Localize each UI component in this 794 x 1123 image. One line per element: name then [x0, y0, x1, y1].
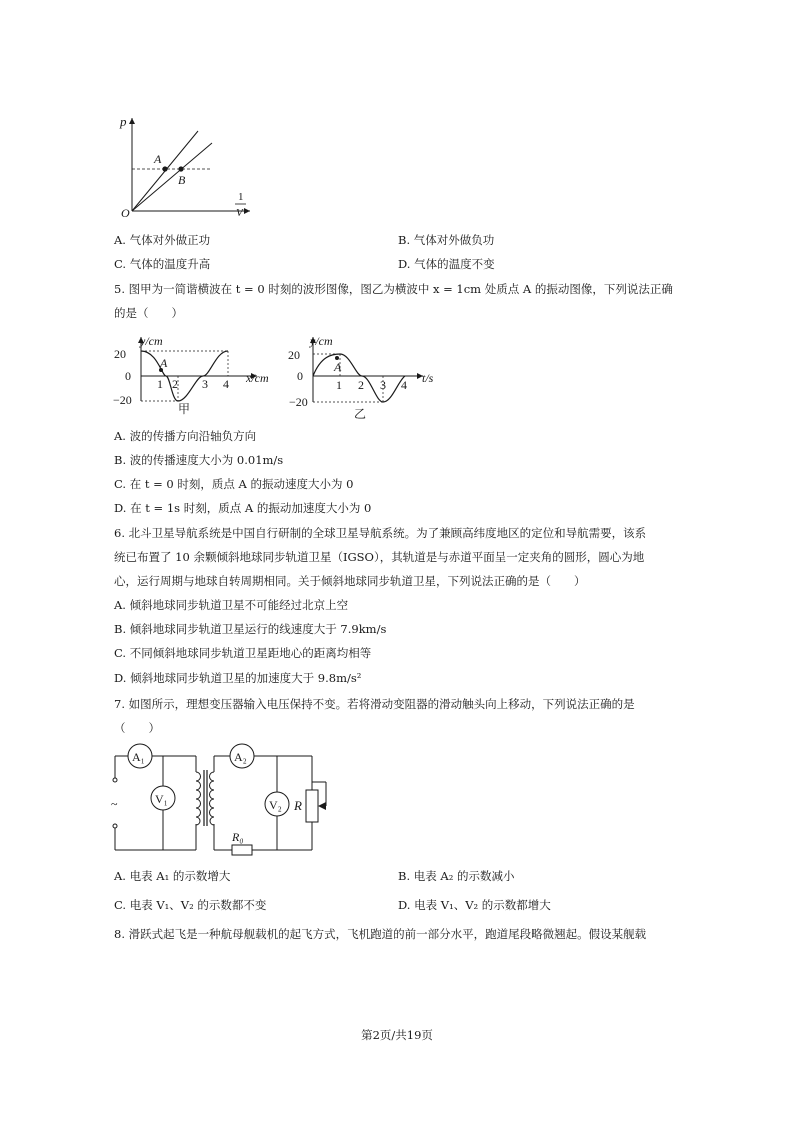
origin-label: O [121, 206, 130, 220]
q6-stem-line3: 心，运行周期与地球自转周期相同。关于倾斜地球同步轨道卫星，下列说法正确的是（ ） [114, 574, 586, 588]
q5-option-d: D. 在 t = 1s 时刻，质点 A 的振动加速度大小为 0 [114, 501, 372, 515]
rheostat-r [306, 790, 318, 822]
q5-option-c: C. 在 t = 0 时刻，质点 A 的振动速度大小为 0 [114, 477, 354, 491]
q7-stem-line2: （ ） [114, 721, 160, 735]
jia-a-label: A [160, 356, 168, 370]
q6-stem-line1: 6. 北斗卫星导航系统是中国自行研制的全球卫星导航系统。为了兼顾高纬度地区的定位和导航需要，该系 [114, 526, 647, 540]
q8-stem-line1: 8. 滑跃式起飞是一种航母舰载机的起飞方式，飞机跑道的前一部分水平，跑道尾段略微翘起。假设某舰载 [114, 927, 647, 941]
yi-tick-2: 2 [358, 378, 364, 392]
yi-xlabel: t/s [422, 371, 434, 385]
q4-option-b: B. 气体对外做负功 [398, 233, 495, 247]
q6-option-a: A. 倾斜地球同步轨道卫星不可能经过北京上空 [114, 598, 349, 612]
jia-caption: 甲 [178, 402, 191, 416]
q5-stem-line1: 5. 图甲为一简谐横波在 t = 0 时刻的波形图像，图乙为横波中 x = 1cm 处质点 A 的振动图像，下列说法正确 [114, 282, 673, 296]
yi-tick-1: 1 [336, 378, 342, 392]
wave-graph-jia [112, 331, 287, 419]
v1-label: V₁ [155, 792, 168, 806]
yi-y-top: 20 [288, 348, 300, 362]
slider-arrow [318, 802, 326, 810]
jia-xlabel: x/cm [246, 371, 269, 385]
yi-caption: 乙 [354, 407, 367, 421]
jia-tick-1: 1 [157, 377, 163, 391]
q7-option-d: D. 电表 V₁、V₂ 的示数都增大 [398, 898, 551, 912]
v-label: V [236, 207, 243, 219]
page-footer: 第2页/共19页 [361, 1028, 433, 1042]
q6-stem-line2: 统已布置了 10 余颗倾斜地球同步轨道卫星（IGSO），其轨道是与赤道平面呈一定夹角的圆形，圆心为地 [114, 550, 645, 564]
q5-option-a: A. 波的传播方向沿轴负方向 [114, 429, 257, 443]
yi-tick-3: 3 [380, 378, 386, 392]
r-label: R [294, 798, 302, 813]
q4-option-d: D. 气体的温度不变 [398, 257, 495, 271]
primary-coil [196, 772, 201, 825]
yi-tick-4: 4 [401, 378, 407, 392]
q6-option-b: B. 倾斜地球同步轨道卫星运行的线速度大于 7.9km/s [114, 622, 387, 636]
line-b [132, 143, 212, 211]
a-label: A [154, 152, 162, 166]
point-a [162, 166, 167, 171]
q5-stem-line2: 的是（ ） [114, 306, 183, 320]
jia-tick-4: 4 [223, 377, 229, 391]
v2-label: V₂ [269, 798, 282, 812]
yi-ylabel: y/cm [310, 334, 333, 348]
a1-label: A₁ [132, 750, 145, 764]
yi-a-label: A [334, 360, 342, 374]
ac-source-symbol: ~ [111, 797, 118, 811]
q4-option-a: A. 气体对外做正功 [114, 233, 211, 247]
q6-option-c: C. 不同倾斜地球同步轨道卫星距地心的距离均相等 [114, 646, 372, 660]
q7-option-a: A. 电表 A₁ 的示数增大 [114, 869, 231, 883]
jia-tick-2: 2 [172, 377, 178, 391]
q4-option-c: C. 气体的温度升高 [114, 257, 211, 271]
q7-stem-line1: 7. 如图所示，理想变压器输入电压保持不变。若将滑动变阻器的滑动触头向上移动，下列说法正确的是 [114, 697, 635, 711]
r0-label: R₀ [232, 830, 244, 844]
jia-y-top: 20 [114, 347, 126, 361]
a2-label: A₂ [234, 750, 247, 764]
pv-graph [112, 110, 252, 222]
yi-y-zero: 0 [297, 369, 303, 383]
q7-option-b: B. 电表 A₂ 的示数减小 [398, 869, 515, 883]
jia-y-zero: 0 [125, 369, 131, 383]
one-label: 1 [238, 191, 244, 203]
jia-tick-3: 3 [202, 377, 208, 391]
q7-option-c: C. 电表 V₁、V₂ 的示数都不变 [114, 898, 267, 912]
p-label: p [120, 114, 127, 129]
jia-y-bot: −20 [113, 393, 132, 407]
b-label: B [178, 173, 186, 187]
yi-y-bot: −20 [289, 395, 308, 409]
resistor-r0 [232, 845, 252, 855]
vibration-graph-yi [288, 331, 448, 423]
q6-option-d: D. 倾斜地球同步轨道卫星的加速度大于 9.8m/s² [114, 671, 362, 685]
secondary-coil [210, 772, 215, 825]
transformer-circuit [110, 740, 350, 862]
point-b [178, 166, 183, 171]
q5-option-b: B. 波的传播速度大小为 0.01m/s [114, 453, 284, 467]
jia-ylabel: y/cm [140, 334, 163, 348]
